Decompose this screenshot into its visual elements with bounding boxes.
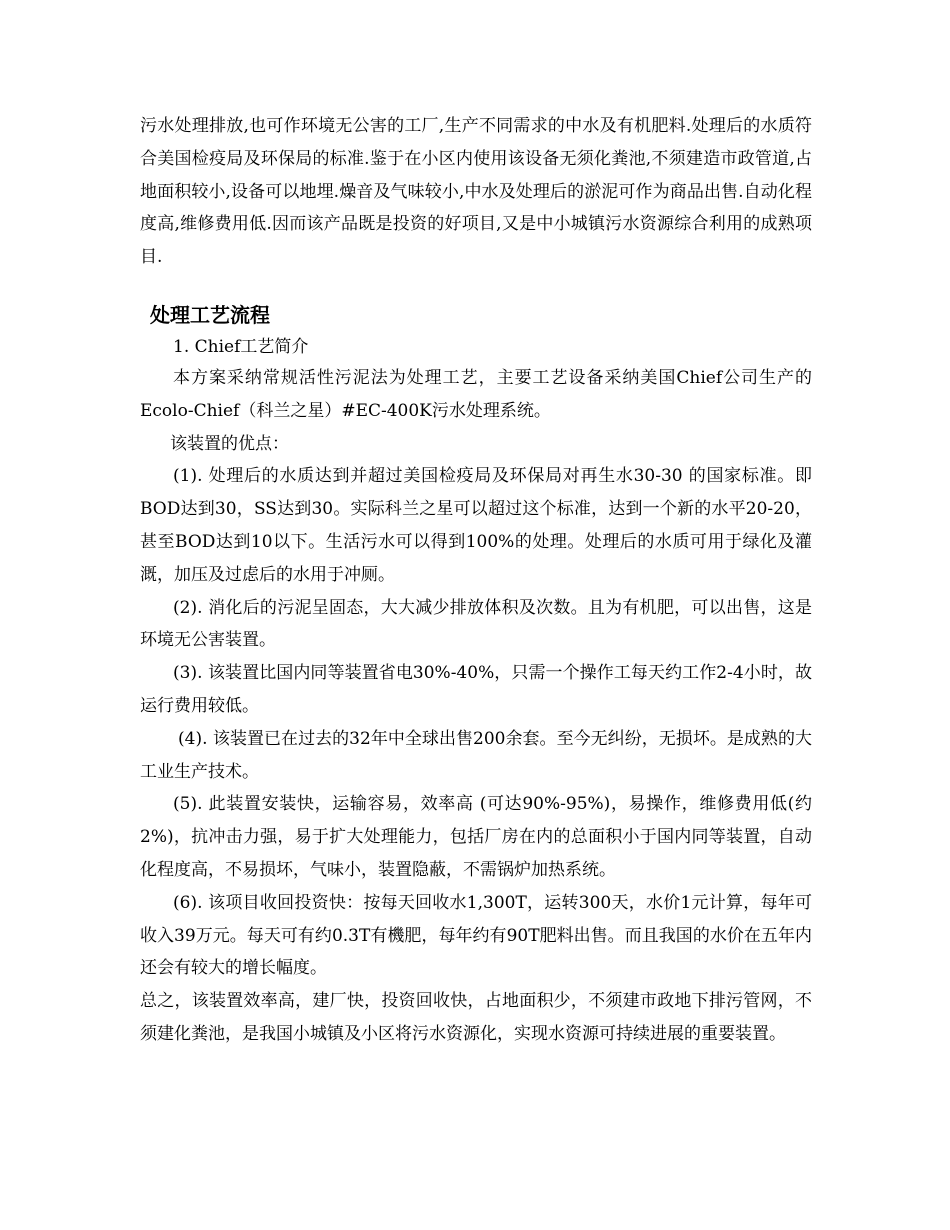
intro-paragraph: 污水处理排放,也可作环境无公害的工厂,生产不同需求的中水及有机肥料.处理后的水质符合美国检疫局及环保局的标准.鉴于在小区内使用该设备无须化粪池,不须建造市政管道,占地面积较小,设备可以地埋.燥音及气味较小,中水及处理后的淤泥可作为商品出售.自动化程度高,维修费用低.因而该产品既是投资的好项目,又是中小城镇污水资源综合利用的成熟项目.: [140, 116, 812, 268]
process-intro-paragraph: 本方案采纳常规活性污泥法为处理工艺，主要工艺设备采纳美国Chief公司生产的Ecolo-Chief（科兰之星）#EC-400K污水处理系统。: [140, 367, 812, 421]
subsection-title: 1. Chief工艺简介: [173, 336, 309, 357]
document-page: [140, 110, 812, 1051]
section-title: 处理工艺流程: [150, 302, 270, 327]
advantage-item-1: (1). 处理后的水质达到并超过美国检疫局及环保局对再生水30-30 的国家标准。即BOD达到30，SS达到30。实际科兰之星可以超过这个标准，达到一个新的水平20-20， 甚至BOD达到10以下。生活污水可以得到100%的处理。处理后的水质可用于绿化及灌溉，加压及过虑后的水用于冲厕。: [140, 466, 812, 585]
advantage-item-4: (4). 该装置已在过去的32年中全球出售200余套。至今无纠纷，无损坏。是成熟的大工业生产技术。: [140, 728, 812, 782]
advantage-item-6: (6). 该项目收回投资快：按每天回收水1,300T，运转300天，水价1元计算，每年可收入39万元。每天可有约0.3T有機肥，每年约有90T肥料出售。而且我国的水价在五年内还会有较大的增长幅度。: [140, 892, 812, 979]
advantage-item-3: (3). 该装置比国内同等装置省电30%-40%，只需一个操作工每天约工作2-4小时，故运行费用较低。: [140, 663, 812, 716]
advantages-label: 该装置的优点：: [170, 433, 289, 454]
advantage-item-5: (5). 此装置安装快，运输容易，效率高 (可达90%-95%)，易操作，维修费用低(约2%)，抗冲击力强，易于扩大处理能力，包括厂房在内的总面积小于国内同等装置，自动化程度高，不易损坏，气味小，装置隐蔽，不需锅炉加热系统。: [140, 794, 812, 880]
advantage-item-2: (2). 消化后的污泥呈固态，大大减少排放体积及次数。且为有机肥，可以出售，这是环境无公害装置。: [140, 597, 812, 651]
conclusion-paragraph: 总之，该装置效率高，建厂快，投资回收快，占地面积少，不须建市政地下排污管网，不须建化粪池，是我国小城镇及小区将污水资源化，实现水资源可持续进展的重要装置。: [140, 991, 812, 1044]
